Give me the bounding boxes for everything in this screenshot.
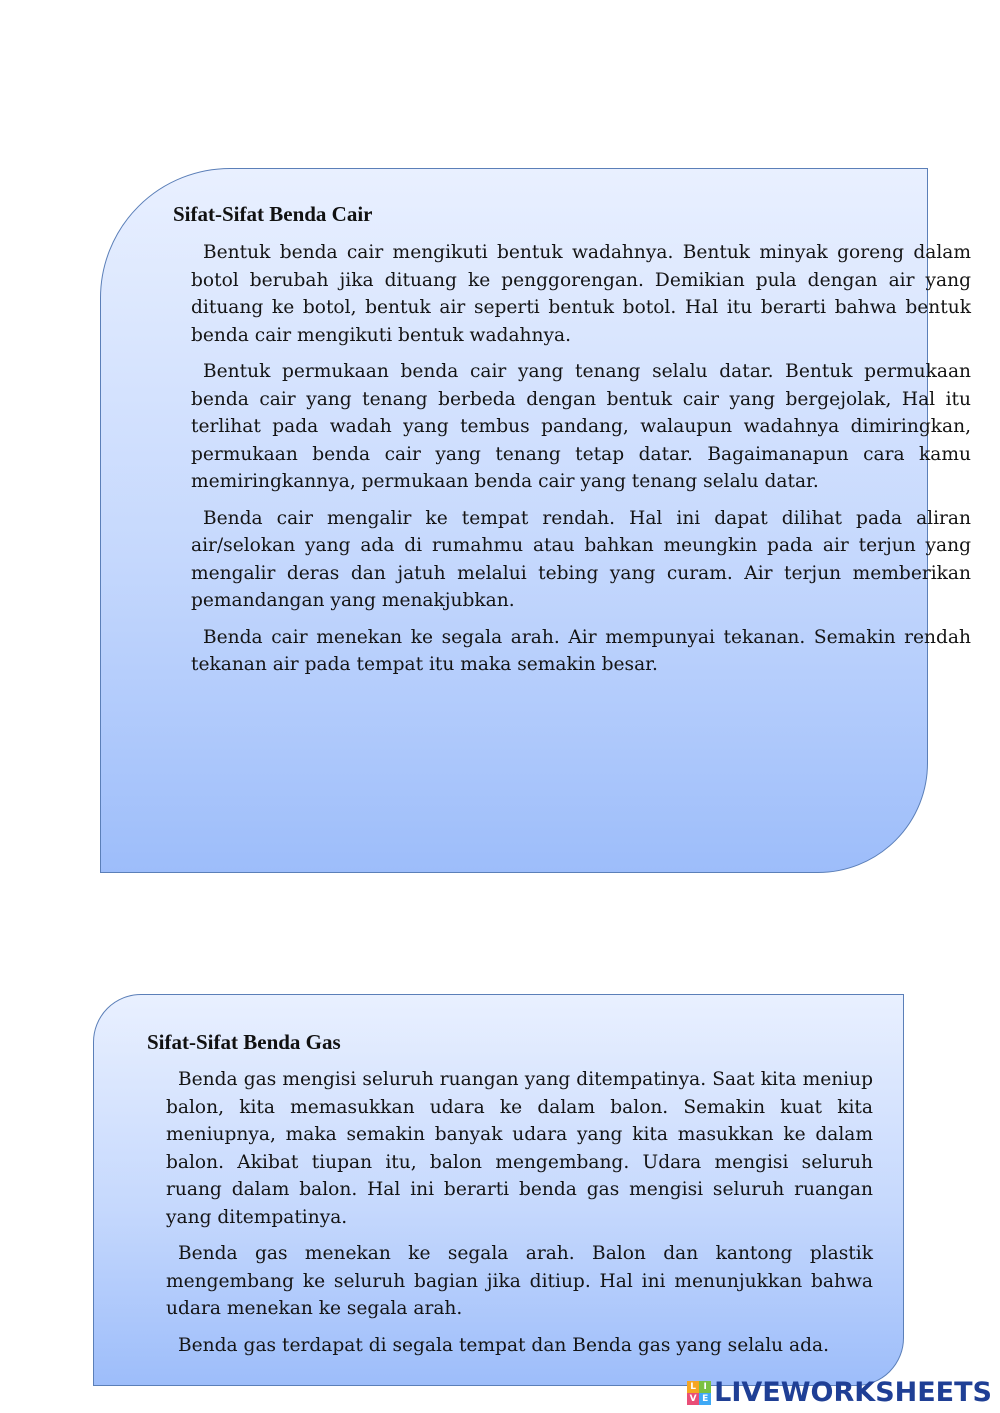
brand-name: LIVEWORKSHEETS (714, 1377, 992, 1408)
gas-card-body (166, 1066, 873, 1368)
logo-tile: L (687, 1381, 699, 1393)
logo-tile: E (699, 1393, 711, 1405)
gas-properties-card (93, 994, 904, 1386)
logo-tile: V (687, 1393, 699, 1405)
liquid-paragraph-2: Bentuk permukaan benda cair yang tenang selalu datar. Bentuk permukaan benda cair yang tenang berbeda dengan bentuk cair yang bergejolak, Hal itu terlihat pada wadah yang tembus pandang, walaupun wadahnya dimiringkan, permukaan benda cair yang tenang tetap datar. Bagaimanapun cara kamu memiringkannya, permukaan benda cair yang tenang selalu datar. (191, 361, 971, 492)
liquid-card-body (191, 239, 971, 688)
gas-paragraph-3: Benda gas terdapat di segala tempat dan Benda gas yang selalu ada. (178, 1334, 830, 1356)
liquid-paragraph-1: Bentuk benda cair mengikuti bentuk wadahnya. Bentuk minyak goreng dalam botol berubah jika dituang ke penggorengan. Demikian pula dengan air yang dituang ke botol, bentuk air seperti bentuk botol. Hal itu berarti bahwa bentuk benda cair mengikuti bentuk wadahnya. (191, 242, 971, 346)
liquid-paragraph-4: Benda cair menekan ke segala arah. Air mempunyai tekanan. Semakin rendah tekanan air pada tempat itu maka semakin besar. (191, 626, 971, 675)
liveworksheets-logo-icon (687, 1381, 711, 1405)
gas-card-title: Sifat-Sifat Benda Gas (147, 1030, 341, 1054)
gas-paragraph-1: Benda gas mengisi seluruh ruangan yang ditempatinya. Saat kita meniup balon, kita memasukkan udara ke dalam balon. Semakin kuat kita meniupnya, maka semakin banyak udara yang kita masukkan ke dalam balon. Akibat tiupan itu, balon mengembang. Udara mengisi seluruh ruang dalam balon. Hal ini berarti benda gas mengisi seluruh ruangan yang ditempatinya. (166, 1069, 873, 1228)
liquid-properties-card (100, 168, 971, 873)
logo-tile: I (699, 1381, 711, 1393)
liveworksheets-brand[interactable] (687, 1377, 992, 1408)
liquid-card-title: Sifat-Sifat Benda Cair (173, 202, 373, 226)
liquid-paragraph-3: Benda cair mengalir ke tempat rendah. Hal ini dapat dilihat pada aliran air/selokan yang ada di rumahmu atau bahkan meungkin pada air terjun yang mengalir deras dan jatuh melalui tebing yang curam. Air terjun memberikan pemandangan yang menakjubkan. (191, 507, 971, 611)
gas-paragraph-2: Benda gas menekan ke segala arah. Balon dan kantong plastik mengembang ke seluruh bagian jika ditiup. Hal ini menunjukkan bahwa udara menekan ke segala arah. (166, 1243, 873, 1319)
